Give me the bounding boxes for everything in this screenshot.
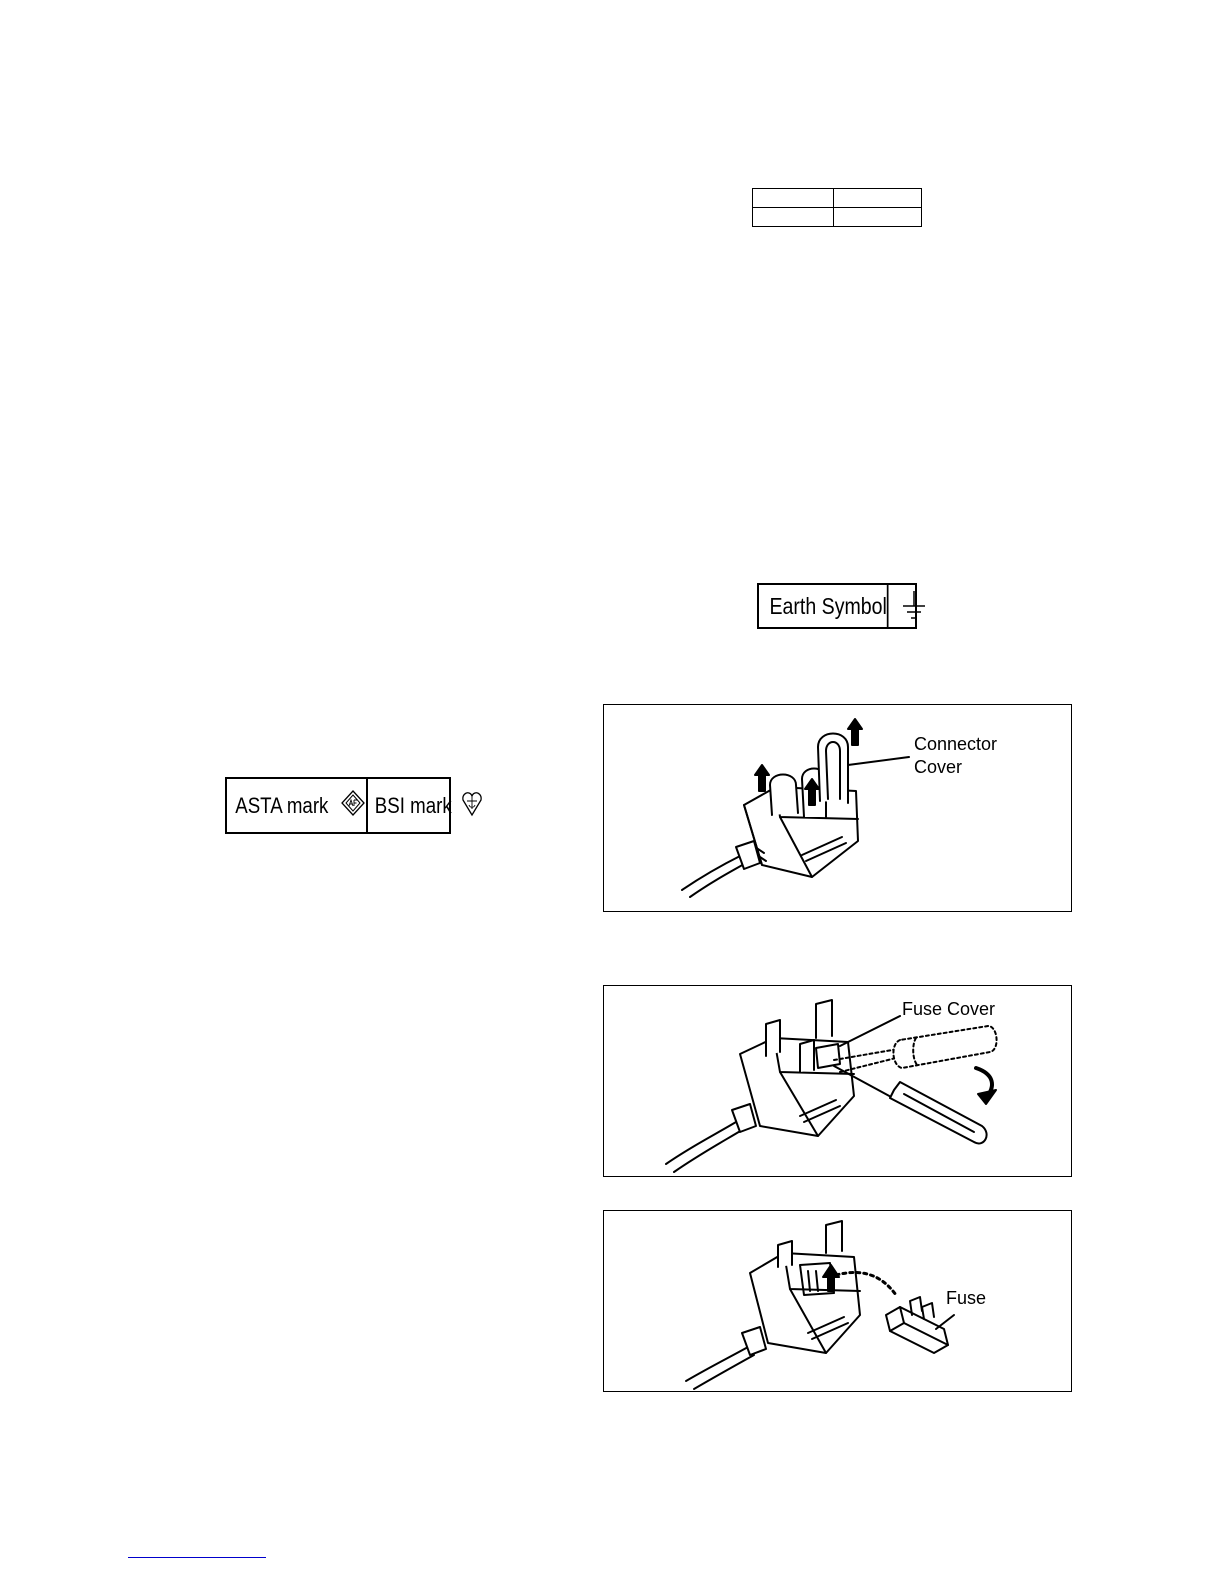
bsi-mark-cell: [368, 779, 483, 832]
asta-mark-label: ASTA mark: [235, 792, 329, 818]
table-row: [753, 208, 922, 227]
asta-diamond-icon: [340, 789, 366, 823]
plug-fuse-removal-illustration: [604, 1211, 1073, 1393]
footnote-separator: [128, 1557, 266, 1558]
plug-fuse-cover-screwdriver-illustration: [604, 986, 1073, 1178]
fuse-cover-label: Fuse Cover: [902, 999, 996, 1019]
asta-mark-cell: [227, 779, 368, 832]
fuse-cover-figure: [603, 985, 1072, 1177]
table-row: [753, 189, 922, 208]
bsi-mark-label: BSI mark: [374, 792, 452, 818]
fuse-label: Fuse: [946, 1288, 987, 1308]
connector-cover-label-line2: Cover: [914, 757, 963, 777]
connector-cover-label-line1: Connector: [914, 734, 998, 754]
fuse-figure: [603, 1210, 1072, 1392]
plug-with-connector-cover-illustration: [604, 705, 1073, 913]
table-cell: [753, 208, 834, 227]
empty-table: [752, 188, 922, 227]
earth-ground-icon: [899, 585, 929, 627]
connector-cover-figure: [603, 704, 1072, 912]
table-cell: [753, 189, 834, 208]
earth-symbol-box: [757, 583, 917, 629]
approval-marks-box: [225, 777, 451, 834]
table-cell: [834, 189, 922, 208]
bsi-kitemark-icon: [461, 789, 483, 823]
table-cell: [834, 208, 922, 227]
earth-symbol-label: Earth Symbol: [770, 585, 889, 627]
